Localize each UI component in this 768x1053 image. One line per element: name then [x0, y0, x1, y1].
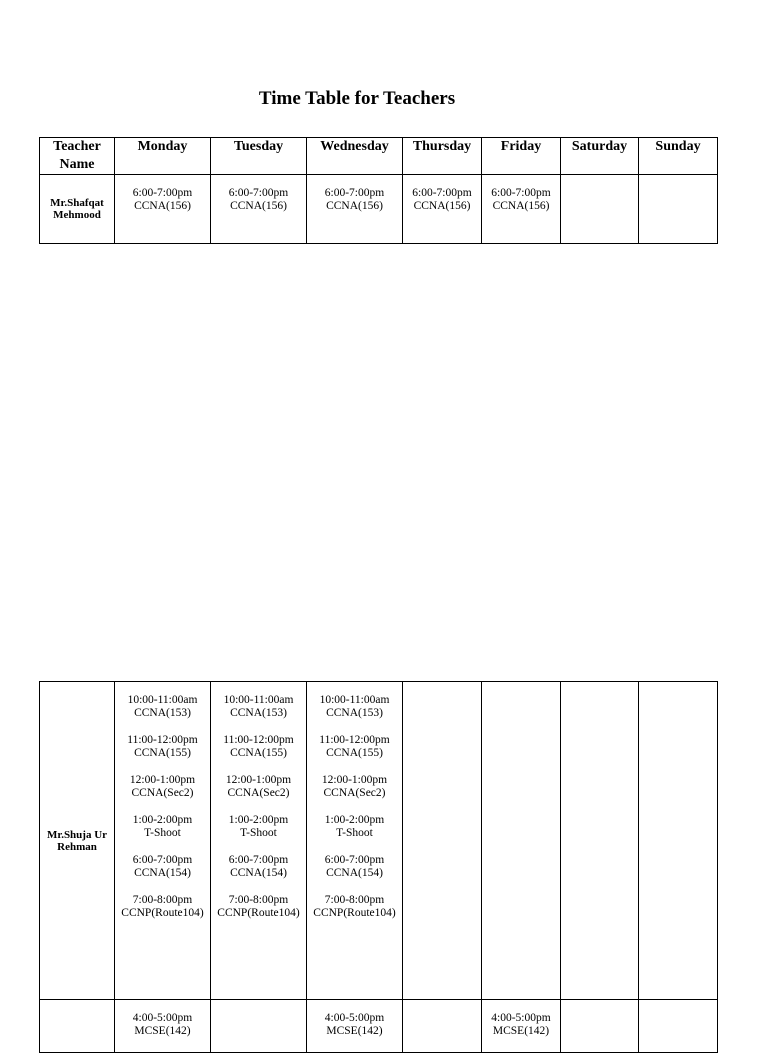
slot-course: CCNA(156)	[326, 200, 383, 212]
slot: 10:00-11:00am CCNA(153)	[127, 694, 198, 719]
header-saturday: Saturday	[561, 138, 639, 175]
slot: 11:00-12:00pm CCNA(155)	[127, 734, 198, 759]
header-tuesday: Tuesday	[211, 138, 307, 175]
slot: 10:00-11:00am CCNA(153)	[319, 694, 390, 719]
slot: 12:00-1:00pm CCNA(Sec2)	[129, 774, 196, 799]
teacher-name: Mr.Shuja Ur Rehman	[40, 682, 115, 1000]
schedule-cell-friday	[482, 682, 561, 1000]
slot-course: MCSE(142)	[492, 1025, 550, 1037]
slot: 6:00-7:00pm CCNA(154)	[132, 854, 193, 879]
schedule-cell-friday	[482, 1000, 561, 1053]
page-title: Time Table for Teachers	[258, 88, 456, 109]
slot: 1:00-2:00pm T-Shoot	[228, 814, 289, 839]
schedule-cell-wednesday	[307, 1000, 403, 1053]
slot: 7:00-8:00pm CCNP(Route104)	[121, 894, 204, 919]
schedule-cell-tuesday	[211, 1000, 307, 1053]
slot: 12:00-1:00pm CCNA(Sec2)	[321, 774, 388, 799]
slot: 11:00-12:00pm CCNA(155)	[319, 734, 390, 759]
timetable-top	[39, 137, 718, 244]
slot-time: 6:00-7:00pm	[228, 187, 289, 199]
slot-course: CCNA(156)	[134, 200, 191, 212]
schedule-cell-wednesday	[307, 682, 403, 1000]
slot-course: MCSE(142)	[326, 1025, 383, 1037]
slot-time: 4:00-5:00pm	[324, 1012, 385, 1024]
schedule-cell-saturday	[561, 682, 639, 1000]
schedule-cell-tuesday	[211, 175, 307, 244]
header-sunday: Sunday	[639, 138, 718, 175]
slot-time: 6:00-7:00pm	[412, 187, 472, 199]
schedule-cell-sunday	[639, 1000, 718, 1053]
schedule-cell-saturday	[561, 175, 639, 244]
schedule-cell-friday	[482, 175, 561, 244]
schedule-cell-thursday	[403, 682, 482, 1000]
schedule-cell-monday	[115, 682, 211, 1000]
schedule-cell-tuesday	[211, 682, 307, 1000]
schedule-cell-sunday	[639, 682, 718, 1000]
schedule-cell-monday	[115, 175, 211, 244]
slot: 1:00-2:00pm T-Shoot	[324, 814, 385, 839]
slot-course: CCNA(156)	[492, 200, 550, 212]
header-row	[40, 138, 718, 175]
schedule-cell-sunday	[639, 175, 718, 244]
slot-course: CCNA(156)	[230, 200, 287, 212]
slot-course: CCNA(156)	[413, 200, 471, 212]
slot: 7:00-8:00pm CCNP(Route104)	[217, 894, 300, 919]
table-row	[40, 175, 718, 244]
slot: 11:00-12:00pm CCNA(155)	[223, 734, 294, 759]
header-teacher-name: Teacher Name	[40, 138, 115, 175]
teacher-name	[40, 1000, 115, 1053]
header-friday: Friday	[482, 138, 561, 175]
table-row	[40, 682, 718, 1000]
slot: 10:00-11:00am CCNA(153)	[223, 694, 294, 719]
slot-time: 4:00-5:00pm	[491, 1012, 551, 1024]
schedule-cell-saturday	[561, 1000, 639, 1053]
slot-time: 4:00-5:00pm	[132, 1012, 193, 1024]
timetable-bottom	[39, 681, 718, 1053]
slot-time: 6:00-7:00pm	[491, 187, 551, 199]
slot-course: MCSE(142)	[134, 1025, 191, 1037]
schedule-cell-thursday	[403, 175, 482, 244]
slot-time: 6:00-7:00pm	[132, 187, 193, 199]
slot: 7:00-8:00pm CCNP(Route104)	[313, 894, 396, 919]
slot-time: 6:00-7:00pm	[324, 187, 385, 199]
header-monday: Monday	[115, 138, 211, 175]
schedule-cell-thursday	[403, 1000, 482, 1053]
slot: 6:00-7:00pm CCNA(154)	[228, 854, 289, 879]
slot: 12:00-1:00pm CCNA(Sec2)	[225, 774, 292, 799]
slot: 1:00-2:00pm T-Shoot	[132, 814, 193, 839]
header-wednesday: Wednesday	[307, 138, 403, 175]
header-thursday: Thursday	[403, 138, 482, 175]
table-row	[40, 1000, 718, 1053]
schedule-cell-monday	[115, 1000, 211, 1053]
teacher-name: Mr.Shafqat Mehmood	[40, 175, 115, 244]
schedule-cell-wednesday	[307, 175, 403, 244]
slot: 6:00-7:00pm CCNA(154)	[324, 854, 385, 879]
